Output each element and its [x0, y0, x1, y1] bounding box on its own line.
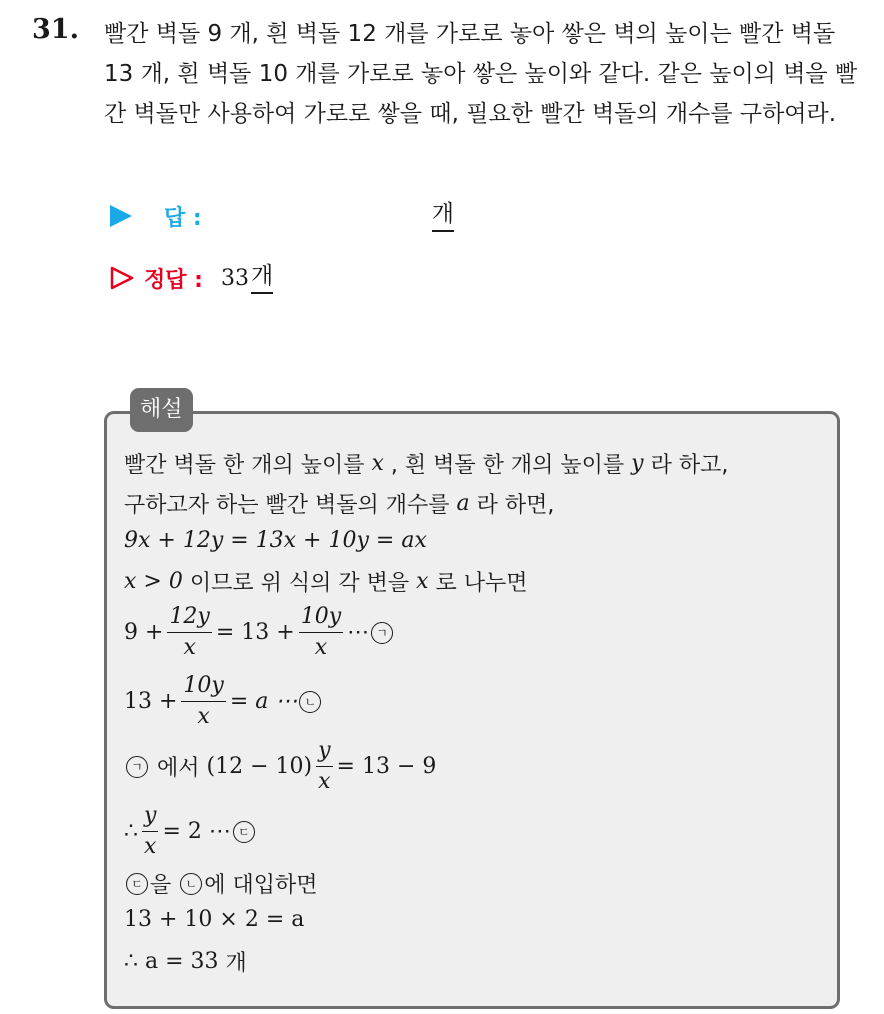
- solution-line-6: [124, 673, 323, 730]
- text: 에서: [157, 756, 200, 781]
- numerator: 10y: [299, 604, 343, 633]
- var-x: x: [371, 451, 384, 476]
- solution-line-11: [124, 946, 247, 977]
- unit: 개: [225, 951, 247, 976]
- equation: 9x + 12y = 13x + 10y = ax: [124, 528, 427, 553]
- equation: 13 + 10 × 2 = a: [124, 907, 305, 932]
- var-y: y: [631, 451, 644, 476]
- text: (12 − 10): [206, 754, 313, 779]
- text: 빨간 벽돌 한 개의 높이를: [124, 453, 365, 478]
- fraction: [167, 604, 211, 661]
- question-text: 빨간 벽돌 9 개, 흰 벽돌 12 개를 가로로 놓아 쌓은 벽의 높이는 빨간 벽돌 13 개, 흰 벽돌 10 개를 가로로 놓아 쌓은 높이와 같다. 같은 높이의 벽을 빨간 벽돌만 사용하여 가로로 쌓을 때, 필요한 빨간 벽돌의 개수를 구하여라.: [104, 21, 858, 127]
- denominator: x: [144, 834, 157, 859]
- correct-answer-value: 33: [220, 265, 249, 291]
- denominator: x: [318, 769, 331, 794]
- text: 13 +: [124, 689, 178, 714]
- var-a: a: [456, 491, 470, 516]
- text: 로 나누면: [435, 571, 528, 596]
- solution-line-1: [124, 448, 728, 479]
- text: = a ⋯: [229, 689, 298, 714]
- solution-line-8: [124, 803, 257, 860]
- solution-line-4: [124, 566, 528, 597]
- circled-marker: ㄴ: [299, 691, 321, 713]
- answer-label: 답 :: [164, 205, 202, 231]
- solution-line-9: [124, 868, 318, 899]
- text: 9 +: [124, 620, 164, 645]
- result: ∴ a = 33: [124, 949, 219, 974]
- var-x: x: [416, 569, 429, 594]
- text: = 13 − 9: [336, 754, 437, 779]
- text: , 흰 벽돌 한 개의 높이를: [390, 453, 625, 478]
- circled-marker: ㄱ: [371, 622, 393, 644]
- play-arrow-icon: [110, 205, 132, 227]
- text: 에 대입하면: [204, 873, 318, 898]
- fraction: [299, 604, 343, 661]
- solution-line-7: [124, 738, 436, 795]
- therefore-symbol: ∴: [124, 819, 138, 844]
- circled-marker: ㄷ: [233, 821, 255, 843]
- inequality: x > 0: [124, 569, 183, 594]
- solution-tab: 해설: [130, 388, 193, 432]
- solution-line-10: [124, 907, 304, 932]
- circled-marker: ㄴ: [180, 873, 202, 895]
- answer-unit: 개: [432, 200, 454, 232]
- solution-line-3: [124, 528, 427, 553]
- answer-row: [110, 200, 454, 232]
- fraction: [181, 673, 225, 730]
- text: 이므로 위 식의 각 변을: [189, 571, 410, 596]
- circled-marker: ㄷ: [126, 873, 148, 895]
- denominator: x: [183, 635, 196, 660]
- text: 라 하고,: [650, 453, 729, 478]
- denominator: x: [197, 704, 210, 729]
- text: 구하고자 하는 빨간 벽돌의 개수를: [124, 493, 450, 518]
- question-number: 31.: [32, 14, 79, 45]
- ellipsis: ⋯: [347, 620, 370, 645]
- outline-triangle-icon: [110, 266, 134, 290]
- fraction: [316, 738, 332, 795]
- text: 라 하면,: [476, 493, 555, 518]
- solution-line-2: [124, 488, 554, 519]
- solution-line-5: [124, 604, 395, 661]
- numerator: 10y: [181, 673, 225, 702]
- correct-answer-row: [110, 262, 273, 294]
- numerator: y: [142, 803, 158, 832]
- correct-answer-unit: 개: [251, 262, 273, 294]
- numerator: 12y: [167, 604, 211, 633]
- fraction: [142, 803, 158, 860]
- text: = 13 +: [215, 620, 295, 645]
- correct-answer-label: 정답 :: [144, 267, 203, 293]
- denominator: x: [314, 635, 328, 660]
- circled-marker: ㄱ: [126, 756, 148, 778]
- numerator: y: [316, 738, 332, 767]
- text: 을: [150, 873, 172, 898]
- text: = 2 ⋯: [162, 819, 231, 844]
